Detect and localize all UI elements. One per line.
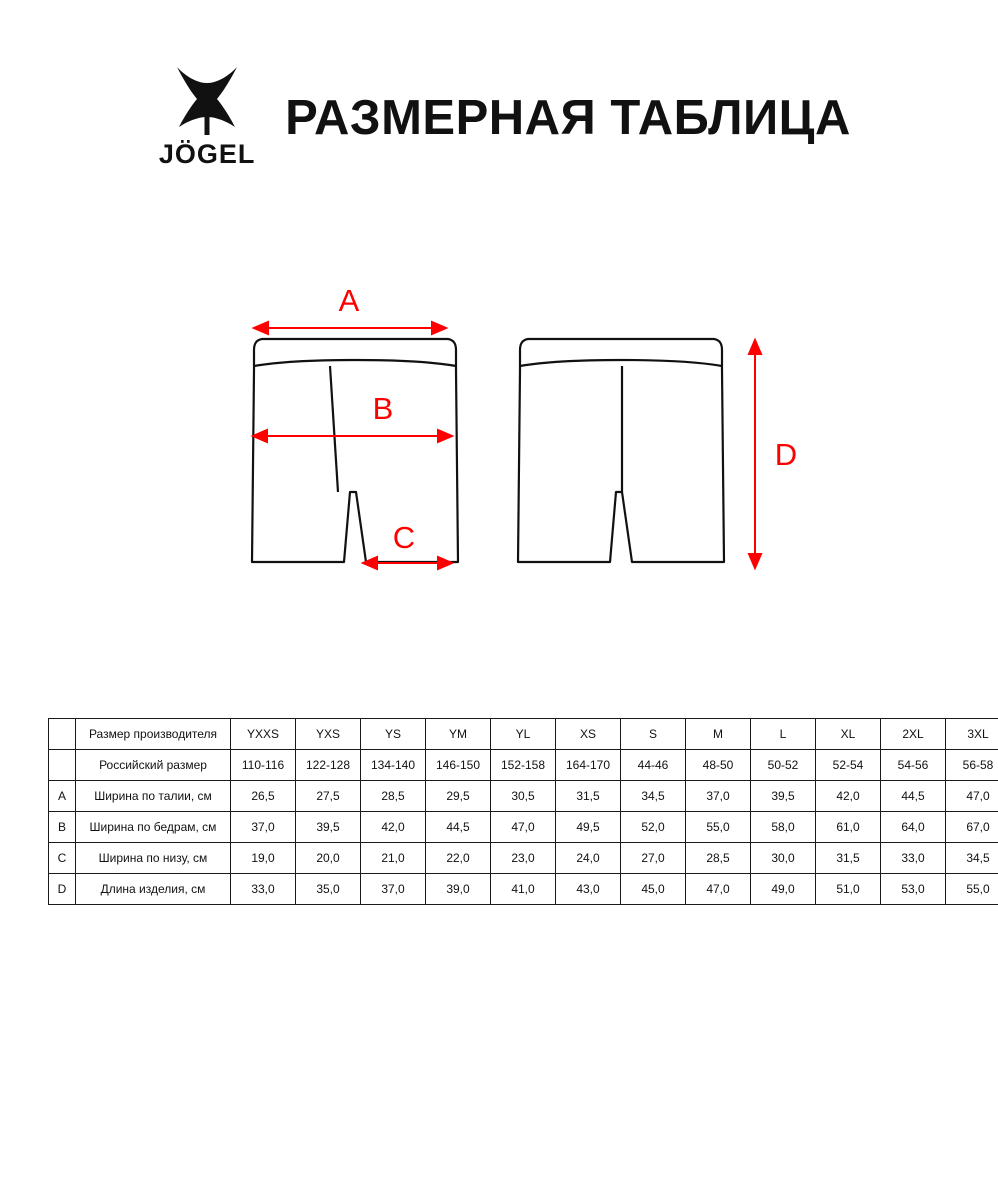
cell-value: 55,0: [686, 812, 751, 843]
cell-value: YS: [361, 719, 426, 750]
cell-value: 50-52: [751, 750, 816, 781]
row-label: Российский размер: [76, 750, 231, 781]
cell-value: 43,0: [556, 874, 621, 905]
cell-value: 56-58: [946, 750, 998, 781]
shorts-measurement-illustration: [0, 262, 998, 612]
table-row: [49, 843, 998, 874]
cell-value: 44,5: [881, 781, 946, 812]
cell-value: 134-140: [361, 750, 426, 781]
cell-value: 27,0: [621, 843, 686, 874]
cell-value: 3XL: [946, 719, 998, 750]
cell-value: 39,5: [751, 781, 816, 812]
row-label: Ширина по низу, см: [76, 843, 231, 874]
cell-value: 152-158: [491, 750, 556, 781]
cell-value: 24,0: [556, 843, 621, 874]
table-row-manufacturer-size: [49, 719, 998, 750]
row-letter: D: [49, 874, 76, 905]
cell-value: 44,5: [426, 812, 491, 843]
label-b: B: [372, 391, 394, 426]
shorts-back-view: [518, 339, 724, 562]
row-label: Ширина по бедрам, см: [76, 812, 231, 843]
cell-value: 67,0: [946, 812, 998, 843]
size-table: [48, 718, 998, 905]
cell-value: 61,0: [816, 812, 881, 843]
cell-value: 110-116: [231, 750, 296, 781]
cell-value: 30,5: [491, 781, 556, 812]
cell-value: 45,0: [621, 874, 686, 905]
table-row: [49, 781, 998, 812]
cell-value: 52-54: [816, 750, 881, 781]
cell-value: YL: [491, 719, 556, 750]
cell-value: 49,0: [751, 874, 816, 905]
cell-value: 33,0: [231, 874, 296, 905]
row-letter: B: [49, 812, 76, 843]
row-letter: A: [49, 781, 76, 812]
cell-value: 37,0: [686, 781, 751, 812]
cell-value: 33,0: [881, 843, 946, 874]
cell-value: 2XL: [881, 719, 946, 750]
cell-value: 35,0: [296, 874, 361, 905]
row-label: Ширина по талии, см: [76, 781, 231, 812]
dimension-c: [363, 557, 452, 569]
table-row-russian-size: [49, 750, 998, 781]
cell-value: XS: [556, 719, 621, 750]
cell-value: YM: [426, 719, 491, 750]
cell-value: 34,5: [621, 781, 686, 812]
cell-value: 58,0: [751, 812, 816, 843]
cell-value: 41,0: [491, 874, 556, 905]
cell-value: 47,0: [946, 781, 998, 812]
cell-value: 31,5: [816, 843, 881, 874]
size-table-container: [48, 718, 994, 905]
table-row: [49, 874, 998, 905]
brand-logo: [147, 63, 267, 173]
cell-value: 47,0: [686, 874, 751, 905]
cell-value: M: [686, 719, 751, 750]
cell-value: YXXS: [231, 719, 296, 750]
row-letter: [49, 719, 76, 750]
cell-value: 34,5: [946, 843, 998, 874]
label-d: D: [774, 437, 798, 472]
cell-value: 19,0: [231, 843, 296, 874]
cell-value: 28,5: [361, 781, 426, 812]
shorts-front-view: [252, 339, 458, 562]
cell-value: 52,0: [621, 812, 686, 843]
label-c: C: [392, 520, 416, 555]
dimension-b: [253, 430, 452, 442]
cell-value: S: [621, 719, 686, 750]
cell-value: 48-50: [686, 750, 751, 781]
cell-value: 47,0: [491, 812, 556, 843]
cell-value: 146-150: [426, 750, 491, 781]
cell-value: 29,5: [426, 781, 491, 812]
cell-value: 37,0: [231, 812, 296, 843]
brand-wordmark: JÖGEL: [158, 139, 256, 169]
dimension-a: [254, 322, 446, 334]
dimension-d: [749, 340, 761, 568]
cell-value: 23,0: [491, 843, 556, 874]
cell-value: 55,0: [946, 874, 998, 905]
cell-value: XL: [816, 719, 881, 750]
cell-value: L: [751, 719, 816, 750]
jogel-shield-icon: [173, 65, 241, 137]
cell-value: 54-56: [881, 750, 946, 781]
label-a: A: [338, 283, 360, 318]
cell-value: 64,0: [881, 812, 946, 843]
page-title: РАЗМЕРНАЯ ТАБЛИЦА: [285, 91, 851, 145]
cell-value: 39,5: [296, 812, 361, 843]
cell-value: 122-128: [296, 750, 361, 781]
cell-value: 21,0: [361, 843, 426, 874]
cell-value: 42,0: [816, 781, 881, 812]
cell-value: 39,0: [426, 874, 491, 905]
row-label: Размер производителя: [76, 719, 231, 750]
cell-value: 164-170: [556, 750, 621, 781]
row-label: Длина изделия, см: [76, 874, 231, 905]
cell-value: 49,5: [556, 812, 621, 843]
cell-value: 28,5: [686, 843, 751, 874]
cell-value: 30,0: [751, 843, 816, 874]
cell-value: 44-46: [621, 750, 686, 781]
cell-value: 22,0: [426, 843, 491, 874]
page-header: [0, 58, 998, 178]
cell-value: 51,0: [816, 874, 881, 905]
cell-value: 26,5: [231, 781, 296, 812]
cell-value: YXS: [296, 719, 361, 750]
cell-value: 37,0: [361, 874, 426, 905]
cell-value: 53,0: [881, 874, 946, 905]
cell-value: 31,5: [556, 781, 621, 812]
row-letter: [49, 750, 76, 781]
cell-value: 27,5: [296, 781, 361, 812]
row-letter: C: [49, 843, 76, 874]
cell-value: 20,0: [296, 843, 361, 874]
cell-value: 42,0: [361, 812, 426, 843]
table-row: [49, 812, 998, 843]
